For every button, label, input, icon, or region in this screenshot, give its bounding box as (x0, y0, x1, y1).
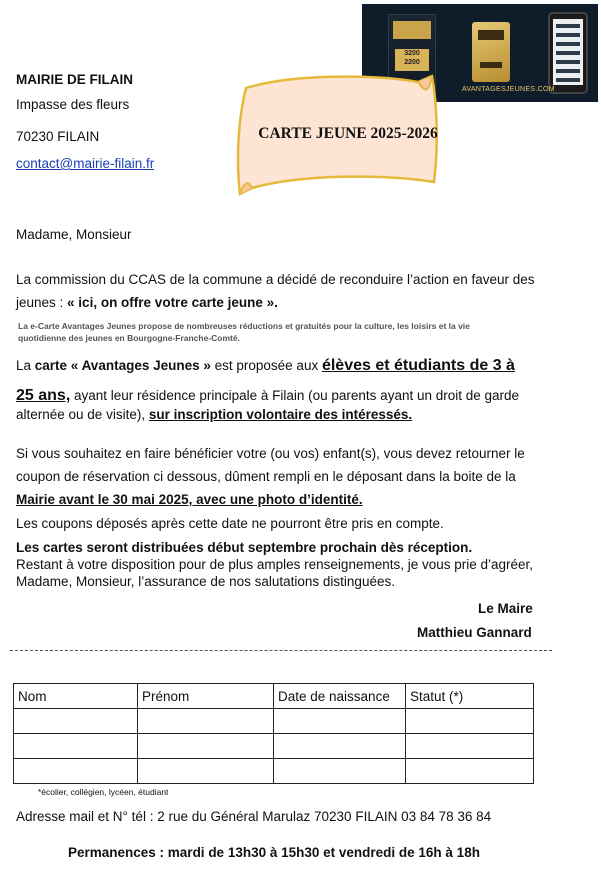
cell-date[interactable] (274, 709, 406, 734)
p2-age: 25 ans, (16, 387, 71, 404)
paragraph-2-line-1 (16, 357, 515, 375)
table-header-row (14, 684, 534, 709)
p2-eligibility: élèves et étudiants de 3 à (321, 357, 515, 374)
distribution-notice: Les cartes seront distribuées début septembre prochain dès réception. (16, 540, 473, 555)
status-footnote: *écolier, collégien, lycéen, étudiant (38, 787, 169, 797)
p2-text-c: est proposée aux (210, 358, 322, 373)
promo-url: AVANTAGESJEUNES.COM (462, 86, 555, 93)
cell-statut[interactable] (406, 709, 534, 734)
header-prenom: Prénom (138, 684, 274, 709)
header-date-naissance: Date de naissance (274, 684, 406, 709)
p1-text: jeunes : (16, 295, 68, 310)
cell-prenom[interactable] (138, 734, 274, 759)
promo-gold-card (472, 22, 510, 82)
sender-street: Impasse des fleurs (16, 97, 130, 112)
promo-card-label-1: 3200 (404, 50, 420, 57)
footer-address: Adresse mail et N° tél : 2 rue du Général Marulaz 70230 FILAIN 03 84 78 36 84 (16, 809, 492, 824)
paragraph-3-line-1: Si vous souhaitez en faire bénéficier votre (ou vos) enfant(s), vous devez retourner le (16, 446, 525, 461)
coupon-table (13, 683, 534, 784)
paragraph-1-line-2 (16, 294, 278, 312)
small-note (18, 320, 470, 344)
cell-date[interactable] (274, 734, 406, 759)
p1-slogan: « ici, on offre votre carte jeune ». (67, 295, 278, 310)
table-row (14, 709, 534, 734)
table-row (14, 734, 534, 759)
greeting: Madame, Monsieur (16, 227, 132, 242)
closing-line-2: Madame, Monsieur, l’assurance de nos salutations distinguées. (16, 574, 395, 589)
cell-nom[interactable] (14, 759, 138, 784)
paragraph-2-line-3 (16, 406, 412, 424)
header-nom: Nom (14, 684, 138, 709)
cell-statut[interactable] (406, 759, 534, 784)
promo-phone-illustration (548, 12, 588, 94)
cell-prenom[interactable] (138, 759, 274, 784)
banner-title: CARTE JEUNE 2025-2026 (258, 125, 438, 142)
cell-statut[interactable] (406, 734, 534, 759)
cell-date[interactable] (274, 759, 406, 784)
small-note-line-1: La e-Carte Avantages Jeunes propose de nombreuses réductions et gratuités pour la culture, les loisirs et la vie (18, 321, 470, 331)
sender-email-link[interactable]: contact@mairie-filain.fr (16, 156, 155, 171)
p2-text-a: La (16, 358, 35, 373)
p2-card-name: carte « Avantages Jeunes » (34, 358, 211, 373)
sender-name: MAIRIE DE FILAIN (16, 72, 133, 87)
paragraph-3-line-2: coupon de réservation ci dessous, dûment rempli en le déposant dans la boite de la (16, 469, 516, 484)
header-statut: Statut (*) (406, 684, 534, 709)
promo-card-label-2: 2200 (404, 59, 420, 66)
footer-hours: Permanences : mardi de 13h30 à 15h30 et vendredi de 16h à 18h (68, 845, 480, 860)
paragraph-3-line-4: Les coupons déposés après cette date ne pourront être pris en compte. (16, 516, 444, 531)
table-row (14, 759, 534, 784)
signature-name: Matthieu Gannard (417, 625, 532, 640)
paragraph-3-deadline: Mairie avant le 30 mai 2025, avec une photo d’identité. (16, 492, 363, 507)
p2-registration: sur inscription volontaire des intéressés. (148, 407, 413, 422)
paragraph-2-line-2 (16, 387, 519, 405)
cell-nom[interactable] (14, 734, 138, 759)
p2-text-g: alternée ou de visite), (16, 407, 149, 422)
sender-city: 70230 FILAIN (16, 129, 100, 144)
cell-nom[interactable] (14, 709, 138, 734)
cut-line (10, 650, 552, 651)
p2-text-f: ayant leur résidence principale à Filain (ou parents ayant un droit de garde (70, 388, 520, 403)
small-note-line-2: quotidienne des jeunes en Bourgogne-Franche-Comté. (18, 333, 240, 343)
paragraph-1-line-1: La commission du CCAS de la commune a décidé de reconduire l’action en faveur des (16, 272, 535, 287)
cell-prenom[interactable] (138, 709, 274, 734)
closing-line-1: Restant à votre disposition pour de plus amples renseignements, je vous prie d’agréer, (16, 557, 534, 572)
signature-title: Le Maire (478, 601, 533, 616)
